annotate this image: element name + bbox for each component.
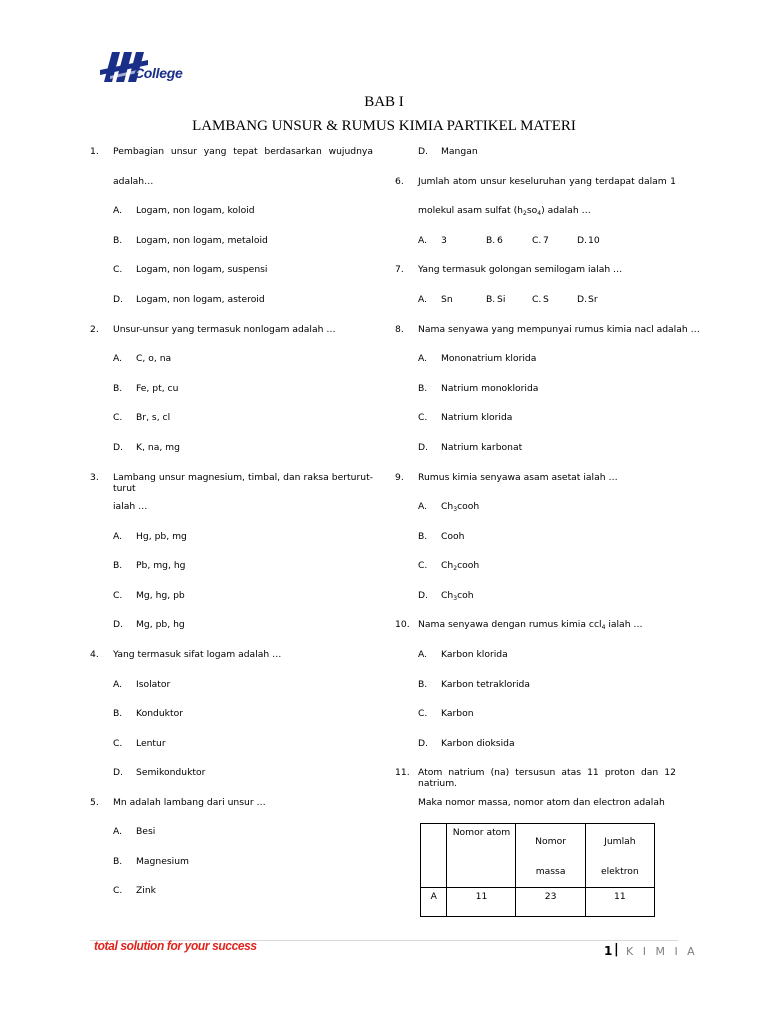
table-cell-text: A [430, 891, 437, 902]
option-letter: B. [113, 560, 123, 571]
option-letter: A. [418, 649, 428, 660]
option-text: Magnesium [136, 856, 189, 867]
option-text: Isolator [136, 679, 171, 690]
option-letter: C. [113, 738, 123, 749]
subscript: 3 [453, 506, 458, 513]
question-text-cont: Maka nomor massa, nomor atom dan electron adalah [418, 797, 665, 808]
table-header-cell [447, 824, 516, 888]
option-text: Mononatrium klorida [441, 353, 537, 364]
option-text: Karbon tetraklorida [441, 679, 531, 690]
formula-part: Ch [441, 560, 454, 571]
question-number: 10. [395, 619, 410, 630]
question-number: 8. [395, 324, 404, 335]
option-text: C, o, na [136, 353, 172, 364]
table-header-cell [421, 824, 447, 888]
answer-table [420, 823, 655, 917]
formula-part: Ch [441, 590, 454, 601]
table-header-cell [516, 824, 585, 888]
table-cell [447, 888, 516, 917]
option-letter: D. [113, 442, 123, 453]
option-letter: B. [113, 708, 123, 719]
option-letter: B. [113, 856, 123, 867]
option-letter: B. [486, 235, 496, 246]
option-text: Konduktor [136, 708, 183, 719]
formula-part: cooh [457, 560, 480, 571]
option-letter: C. [113, 264, 123, 275]
question-text-cont [418, 205, 591, 216]
question-text: Nama senyawa yang mempunyai rumus kimia nacl adalah … [418, 324, 700, 335]
option-text: Logam, non logam, suspensi [136, 264, 268, 275]
option-text: Lentur [136, 738, 166, 749]
subscript: 2 [522, 210, 527, 217]
table-header-label: Nomor atom [452, 827, 511, 838]
option-text: K, na, mg [136, 442, 180, 453]
formula-part: Cooh [441, 531, 465, 542]
option-text: Br, s, cl [136, 412, 171, 423]
question-number: 7. [395, 264, 404, 275]
table-header-label: Jumlah elektron [600, 836, 639, 877]
question-text-cont: ialah … [113, 501, 148, 512]
table-cell-text: 11 [475, 891, 488, 902]
subscript: 4 [601, 624, 606, 631]
question-text: Lambang unsur magnesium, timbal, dan raksa berturut-turut [113, 472, 373, 494]
subscript: 4 [537, 210, 542, 217]
option-letter: D. [113, 767, 123, 778]
option-letter: D. [113, 294, 123, 305]
question-text: Pembagian unsur yang tepat berdasarkan wujudnya [113, 146, 373, 157]
logo-text: College [134, 65, 183, 81]
table-cell [585, 888, 654, 917]
formula-part: ) adalah … [541, 205, 591, 216]
subscript: 2 [453, 565, 458, 572]
option-letter: A. [418, 294, 428, 305]
question-text [418, 619, 643, 630]
option-text: Pb, mg, hg [136, 560, 186, 571]
page-number: 1 [604, 944, 613, 958]
option-text: 3 [441, 235, 447, 246]
option-letter: B. [113, 235, 123, 246]
option-text: 7 [543, 235, 549, 246]
option-text: Mg, pb, hg [136, 619, 185, 630]
question-text-cont: adalah… [113, 176, 154, 187]
option-text: 6 [497, 235, 503, 246]
option-letter: A. [113, 826, 123, 837]
option-letter: B. [418, 531, 428, 542]
question-text: Unsur-unsur yang termasuk nonlogam adalah … [113, 324, 336, 335]
option-text: Karbon [441, 708, 474, 719]
formula-part: Ch [441, 501, 454, 512]
option-letter: B. [113, 383, 123, 394]
question-text-part: Nama senyawa dengan rumus kimia ccl [418, 619, 602, 630]
subscript: 3 [453, 595, 458, 602]
option-letter: C. [113, 412, 123, 423]
question-text: Yang termasuk sifat logam adalah … [113, 649, 282, 660]
option-letter: D. [418, 442, 428, 453]
option-letter: D. [577, 294, 587, 305]
question-number: 1. [90, 146, 99, 157]
table-cell-text: 11 [614, 891, 626, 902]
question-text: Mn adalah lambang dari unsur … [113, 797, 266, 808]
option-text: Logam, non logam, metaloid [136, 235, 268, 246]
footer-tagline: total solution for your success [94, 938, 257, 953]
option-text: Semikonduktor [136, 767, 206, 778]
table-header-cell [585, 824, 654, 888]
option-text: Fe, pt, cu [136, 383, 179, 394]
question-number: 11. [395, 767, 410, 778]
option-text: Logam, non logam, koloid [136, 205, 255, 216]
page-title: LAMBANG UNSUR & RUMUS KIMIA PARTIKEL MATERI [192, 118, 576, 134]
table-cell [421, 888, 447, 917]
question-number: 2. [90, 324, 99, 335]
option-letter: B. [418, 383, 428, 394]
option-letter: A. [113, 205, 123, 216]
option-text [441, 501, 479, 512]
option-text [441, 560, 479, 571]
option-letter: D. [113, 619, 123, 630]
option-text: Natrium karbonat [441, 442, 523, 453]
option-text: Sn [441, 294, 453, 305]
question-text: Jumlah atom unsur keseluruhan yang terdapat dalam 1 [418, 176, 676, 187]
option-text: Natrium monoklorida [441, 383, 539, 394]
option-text: Karbon klorida [441, 649, 508, 660]
option-text: Hg, pb, mg [136, 531, 187, 542]
college-logo [98, 48, 208, 88]
question-number: 4. [90, 649, 99, 660]
option-text: Logam, non logam, asteroid [136, 294, 265, 305]
option-text: Zink [136, 885, 156, 896]
option-text: Si [497, 294, 506, 305]
question-number: 3. [90, 472, 99, 483]
formula-part: coh [457, 590, 474, 601]
formula-part: cooh [457, 501, 480, 512]
option-letter: A. [418, 353, 428, 364]
option-text: Mg, hg, pb [136, 590, 185, 601]
option-letter: C. [532, 294, 542, 305]
chapter-heading: BAB I [364, 94, 404, 110]
option-letter: A. [113, 353, 123, 364]
table-cell-text: 23 [544, 891, 557, 902]
option-letter: A. [418, 235, 428, 246]
question-number: 6. [395, 176, 404, 187]
option-letter: B. [418, 679, 428, 690]
page-separator: | [614, 942, 619, 957]
option-text: Natrium klorida [441, 412, 513, 423]
question-text: Rumus kimia senyawa asam asetat ialah … [418, 472, 618, 483]
option-letter: C. [418, 412, 428, 423]
question-text: Yang termasuk golongan semilogam ialah … [418, 264, 623, 275]
option-text: Sr [588, 294, 598, 305]
table-row [421, 888, 655, 917]
option-letter: C. [113, 590, 123, 601]
option-letter: C. [418, 708, 428, 719]
option-text [441, 590, 474, 601]
question-number: 5. [90, 797, 99, 808]
option-text: 10 [588, 235, 600, 246]
formula-part: molekul asam sulfat (h [418, 205, 523, 216]
option-text: Besi [136, 826, 156, 837]
option-letter: C. [418, 560, 428, 571]
question-text-part: ialah … [605, 619, 643, 630]
formula-part: so [526, 205, 538, 216]
option-letter: A. [113, 531, 123, 542]
option-letter: C. [532, 235, 542, 246]
option-letter: B. [486, 294, 496, 305]
option-text: Karbon dioksida [441, 738, 515, 749]
subject-label: K I M I A [626, 945, 698, 958]
table-header-row [421, 824, 655, 888]
option-letter: C. [113, 885, 123, 896]
option-letter: D. [418, 738, 428, 749]
option-letter: D. [418, 146, 428, 157]
table-header-label: Nomor massa [535, 836, 567, 877]
option-text [441, 531, 464, 542]
option-text: S [543, 294, 549, 305]
question-text: Atom natrium (na) tersusun atas 11 proton dan 12 natrium. [418, 767, 676, 789]
option-letter: A. [418, 501, 428, 512]
option-letter: A. [113, 679, 123, 690]
option-letter: D. [577, 235, 587, 246]
option-letter: D. [418, 590, 428, 601]
question-number: 9. [395, 472, 404, 483]
option-text: Mangan [441, 146, 478, 157]
table-cell [516, 888, 585, 917]
